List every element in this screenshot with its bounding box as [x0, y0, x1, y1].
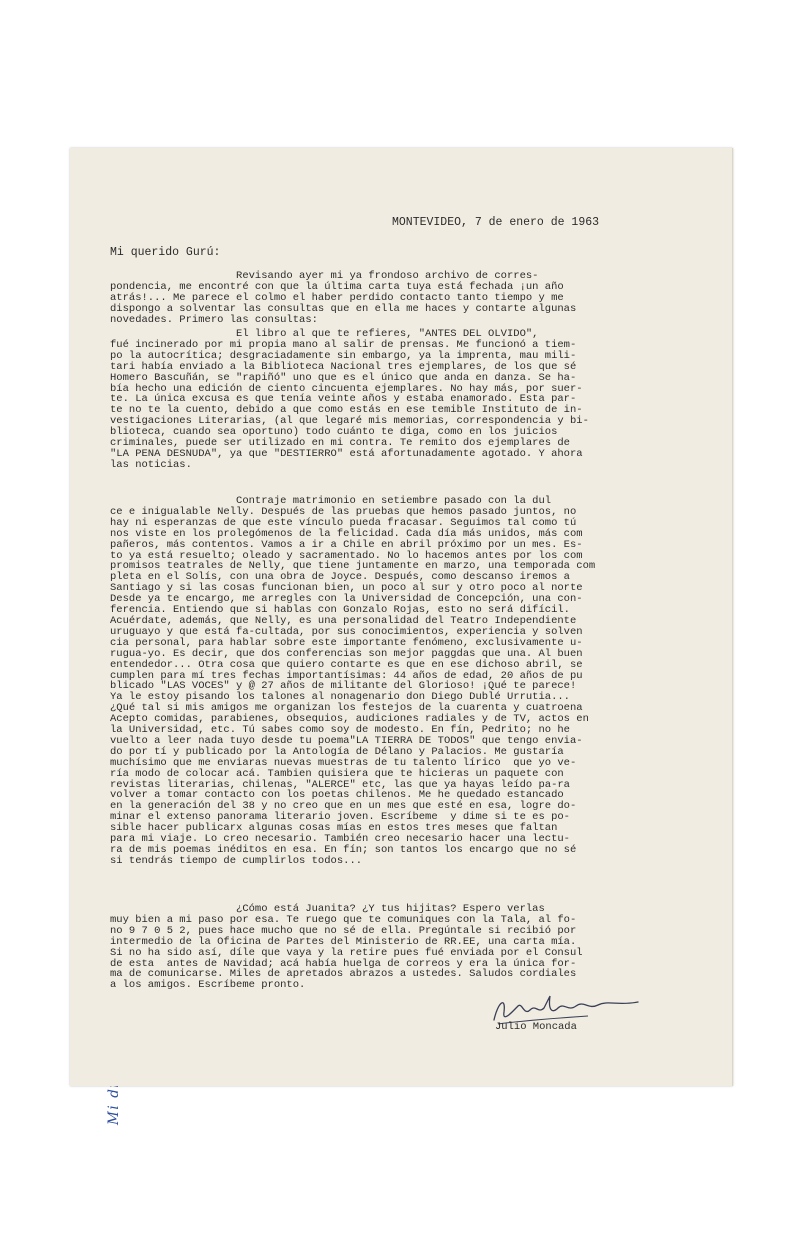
letter-salutation: Mi querido Gurú:: [110, 246, 221, 259]
letter-sheet: [70, 148, 733, 1086]
typed-signature-name: Julio Moncada: [495, 1021, 577, 1033]
letter-paragraph-3: Contraje matrimonio en setiembre pasado con la dul ce e inigualable Nelly. Después de las pruebas que hemos pasado juntos, no hay ni esperanzas de que este vínculo pueda fracasar. Seguimos tal como tú nos viste en los prolegómenos de la felicidad. Cada día más unidos, más com pañeros, más contentos. Vamos a ir a Chile en abril próximo por un mes. Es- to ya está resuelto; oleado y sacramentado. No lo hacemos antes por los com promisos teatrales de Nelly, que tiene juntamente en marzo, una temporada com pleta en el Solís, con una obra de Joyce. Después, como descanso iremos a Santiago y si las cosas funcionan bien, un poco al sur y otro poco al norte Desde ya te encargo, me arregles con la Universidad de Concepción, una con- ferencia. Entiendo que si hablas con Gonzalo Rojas, esto no será difícil. Acuérdate, además, que Nelly, es una personalidad del Teatro Independiente uruguayo y que está fa-cultada, por sus conocimientos, experiencia y solven cia personal, para hablar sobre este importante fenómeno, exclusivamente u- rugua-yo. Es decir, que dos conferencias son mejor paggdas que una. Al buen entendedor... Otra cosa que quiero contarte es que en ese dichoso abril, se cumplen para mí tres fechas importantísimas: 44 años de edad, 20 años de pu blicado "LAS VOCES" y @ 27 años de militante del Glorioso! ¡Qué te parece! Ya le estoy pisando los talones al nonagenario don Diego Dublé Urrutia... ¿Qué tal si mis amigos me organizan los festejos de la cuarenta y cuatroena Acepto comidas, parabienes, obsequios, audiciones radiales y de TV, actos en la Universidad, etc. Tú sabes como soy de modesto. En fín, Pedrito; no he vuelto a leer nada tuyo desde tu poema"LA TIERRA DE TODOS" que tengo envia- do por tí y publicado por la Antología de Délano y Palacios. Me gustaría muchísimo que me enviaras nuevas muestras de tu talento lírico que yo ve- ría modo de colocar acá. Tambien quisiera que te hicieras un paquete con revistas literarias, chilenas, "ALERCE" etc, las que ya hayas leído pa-ra volver a tomar contacto con los poetas chilenos. Me he quedado estancado en la generación del 38 y no creo que en un mes que esté en esa, logre do- minar el extenso panorama literario joven. Escríbeme y dime si te es po- sible hacer publicarx algunas cosas mías en estos tres meses que faltan para mi viaje. Lo creo necesario. También creo necesario hacer una lectu- ra de mis poemas inéditos en esa. En fín; son tantos los encargo que no sé si tendrás tiempo de cumplirlos todos...: [110, 495, 596, 867]
letter-paragraph-4: ¿Cómo está Juanita? ¿Y tus hijitas? Espero verlas muy bien a mi paso por esa. Te ruego que te comuniques con la Tala, al fo- no 9 7 0 5 2, pues hace mucho que no sé de ella. Pregúntale si recibió por intermedio de la Oficina de Partes del Ministerio de RR.EE, una carta mía. Si no ha sido así, díle que vaya y la retire pues fué enviada por el Consul de esta antes de Navidad; acá había huelga de correos y era la única for- ma de comunicarse. Miles de apretados abrazos a ustedes. Saludos cordiales a los amigos. Escríbeme pronto.: [110, 903, 583, 992]
letter-paragraph-2: El libro al que te refieres, "ANTES DEL OLVIDO", fué incinerado por mi propia mano al salir de prensas. Me funcionó a tiem- po la autocrítica; desgraciadamente sin embargo, ya la imprenta, mau mili- tari había enviado a la Biblioteca Nacional tres ejemplares, de los que sé Homero Bascuñán, se "rapiñó" uno que es el único que anda en danza. Se ha- bía hecho una edición de ciento cincuenta ejemplares. No hay más, por suer- te. La única excusa es que tenía veinte años y estaba enamorado. Esta par- te no te la cuento, debido a que como estás en ese temible Instituto de in- vestigaciones Literarias, (al que legaré mis memorias, correspondencia y bi- blioteca, cuando sea oportuno) todo cuánto te diga, como en los juicios criminales, puede ser utilizado en mi contra. Te remito dos ejemplares de "LA PENA DESNUDA", ya que "DESTIERRO" está afortunadamente agotado. Y ahora las noticias.: [110, 328, 589, 471]
letter-date: MONTEVIDEO, 7 de enero de 1963: [392, 216, 600, 229]
letter-paragraph-1: Revisando ayer mi ya frondoso archivo de corres- pondencia, me encontré con que la última carta tuya está fechada ¡un año atrás!... Me parece el colmo el haber perdido contacto tanto tiempo y me dispongo a solventar las consultas que en ella me haces y contarte algunas novedades. Primero las consultas:: [110, 270, 577, 326]
